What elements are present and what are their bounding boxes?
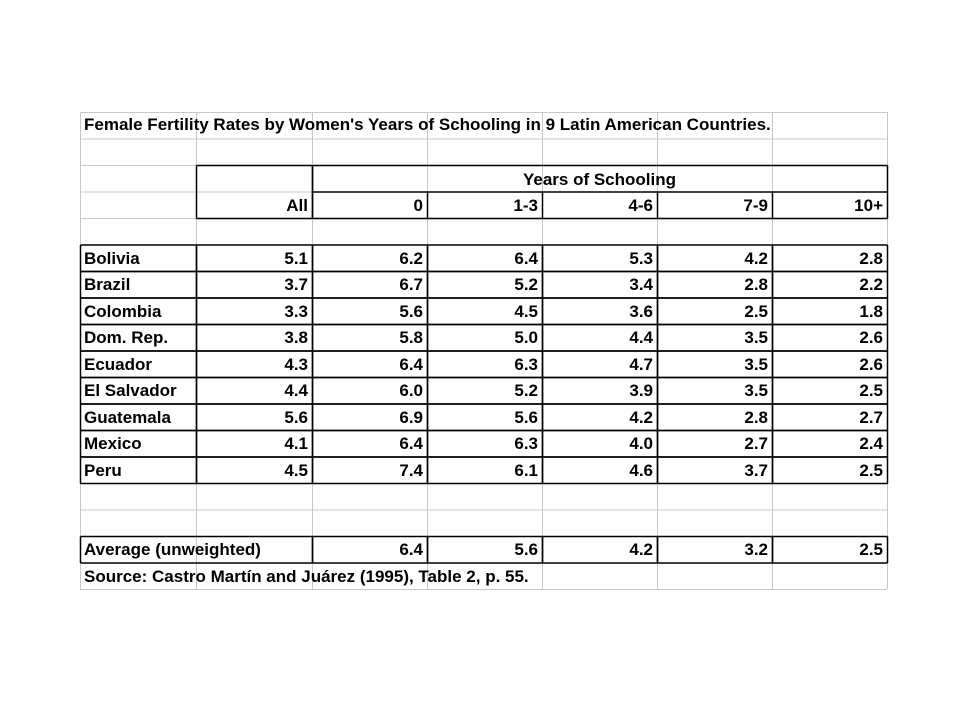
data-cell: 4.0 xyxy=(629,434,653,453)
data-cell: 6.3 xyxy=(514,354,538,374)
data-cell: 6.4 xyxy=(399,354,423,374)
row-label: El Salvador xyxy=(84,381,177,400)
data-cell: 6.9 xyxy=(399,407,423,427)
data-cell: 5.6 xyxy=(284,407,308,427)
data-cell: 3.6 xyxy=(629,301,653,321)
data-cell: 6.2 xyxy=(399,248,423,268)
data-cell: 4.3 xyxy=(284,354,308,374)
data-cell: 2.8 xyxy=(744,407,768,427)
row-label: Bolivia xyxy=(84,248,140,268)
column-header: 0 xyxy=(413,195,423,215)
data-cell: 6.7 xyxy=(399,275,423,294)
data-cell: 1.8 xyxy=(859,301,883,321)
data-cell: 5.6 xyxy=(514,407,538,427)
data-cell: 6.3 xyxy=(514,434,538,453)
data-cell: 4.2 xyxy=(744,248,768,268)
data-cell: 4.4 xyxy=(629,328,653,347)
row-label: Colombia xyxy=(84,301,162,321)
data-cell: 4.5 xyxy=(514,301,538,321)
row-label: Mexico xyxy=(84,434,142,453)
data-cell: 2.5 xyxy=(744,301,768,321)
data-cell: 2.6 xyxy=(859,328,883,347)
average-cell: 5.6 xyxy=(514,540,538,559)
data-cell: 5.0 xyxy=(514,328,538,347)
data-cell: 2.6 xyxy=(859,354,883,374)
data-cell: 3.4 xyxy=(629,275,653,294)
data-cell: 3.9 xyxy=(629,381,653,400)
row-label: Peru xyxy=(84,460,122,480)
data-cell: 5.3 xyxy=(629,248,653,268)
data-cell: 3.5 xyxy=(744,354,768,374)
data-cell: 3.5 xyxy=(744,328,768,347)
data-cell: 2.4 xyxy=(859,434,883,453)
source-note: Source: Castro Martín and Juárez (1995), Table 2, p. 55. xyxy=(84,567,529,586)
data-cell: 6.1 xyxy=(514,460,538,480)
data-cell: 2.2 xyxy=(859,275,883,294)
average-cell: 3.2 xyxy=(744,540,768,559)
data-cell: 6.0 xyxy=(399,381,423,400)
data-cell: 4.4 xyxy=(284,381,308,400)
data-cell: 3.7 xyxy=(284,275,308,294)
data-cell: 2.8 xyxy=(859,248,883,268)
data-cell: 5.1 xyxy=(284,248,308,268)
data-cell: 7.4 xyxy=(399,460,423,480)
column-header: 1-3 xyxy=(513,195,538,215)
table-title: Female Fertility Rates by Women's Years of Schooling in 9 Latin American Countries. xyxy=(84,115,771,134)
data-cell: 2.5 xyxy=(859,381,883,400)
data-cell: 6.4 xyxy=(399,434,423,453)
average-row-label: Average (unweighted) xyxy=(84,540,261,559)
group-header-years-of-schooling: Years of Schooling xyxy=(522,170,677,189)
average-cell: 6.4 xyxy=(399,540,423,559)
column-header: All xyxy=(286,195,308,215)
average-cell: 4.2 xyxy=(629,540,653,559)
data-cell: 2.8 xyxy=(744,275,768,294)
row-label: Guatemala xyxy=(84,407,171,427)
average-cell: 2.5 xyxy=(859,540,883,559)
column-header: 10+ xyxy=(854,195,883,215)
data-cell: 2.7 xyxy=(859,407,883,427)
data-cell: 3.3 xyxy=(284,301,308,321)
data-cell: 3.5 xyxy=(744,381,768,400)
data-cell: 4.7 xyxy=(629,354,653,374)
data-cell: 3.7 xyxy=(744,460,768,480)
data-cell: 3.8 xyxy=(284,328,308,347)
data-cell: 2.7 xyxy=(744,434,768,453)
data-cell: 5.8 xyxy=(399,328,423,347)
data-cell: 5.2 xyxy=(514,275,538,294)
data-cell: 2.5 xyxy=(859,460,883,480)
column-header: 4-6 xyxy=(628,195,653,215)
row-label: Brazil xyxy=(84,275,131,294)
data-cell: 4.2 xyxy=(629,407,653,427)
row-label: Ecuador xyxy=(84,354,153,374)
column-header: 7-9 xyxy=(743,195,768,215)
data-cell: 4.6 xyxy=(629,460,653,480)
data-cell: 4.1 xyxy=(284,434,308,453)
data-cell: 4.5 xyxy=(284,460,308,480)
data-cell: 5.6 xyxy=(399,301,423,321)
data-cell: 5.2 xyxy=(514,381,538,400)
data-cell: 6.4 xyxy=(514,248,538,268)
row-label: Dom. Rep. xyxy=(84,328,169,347)
